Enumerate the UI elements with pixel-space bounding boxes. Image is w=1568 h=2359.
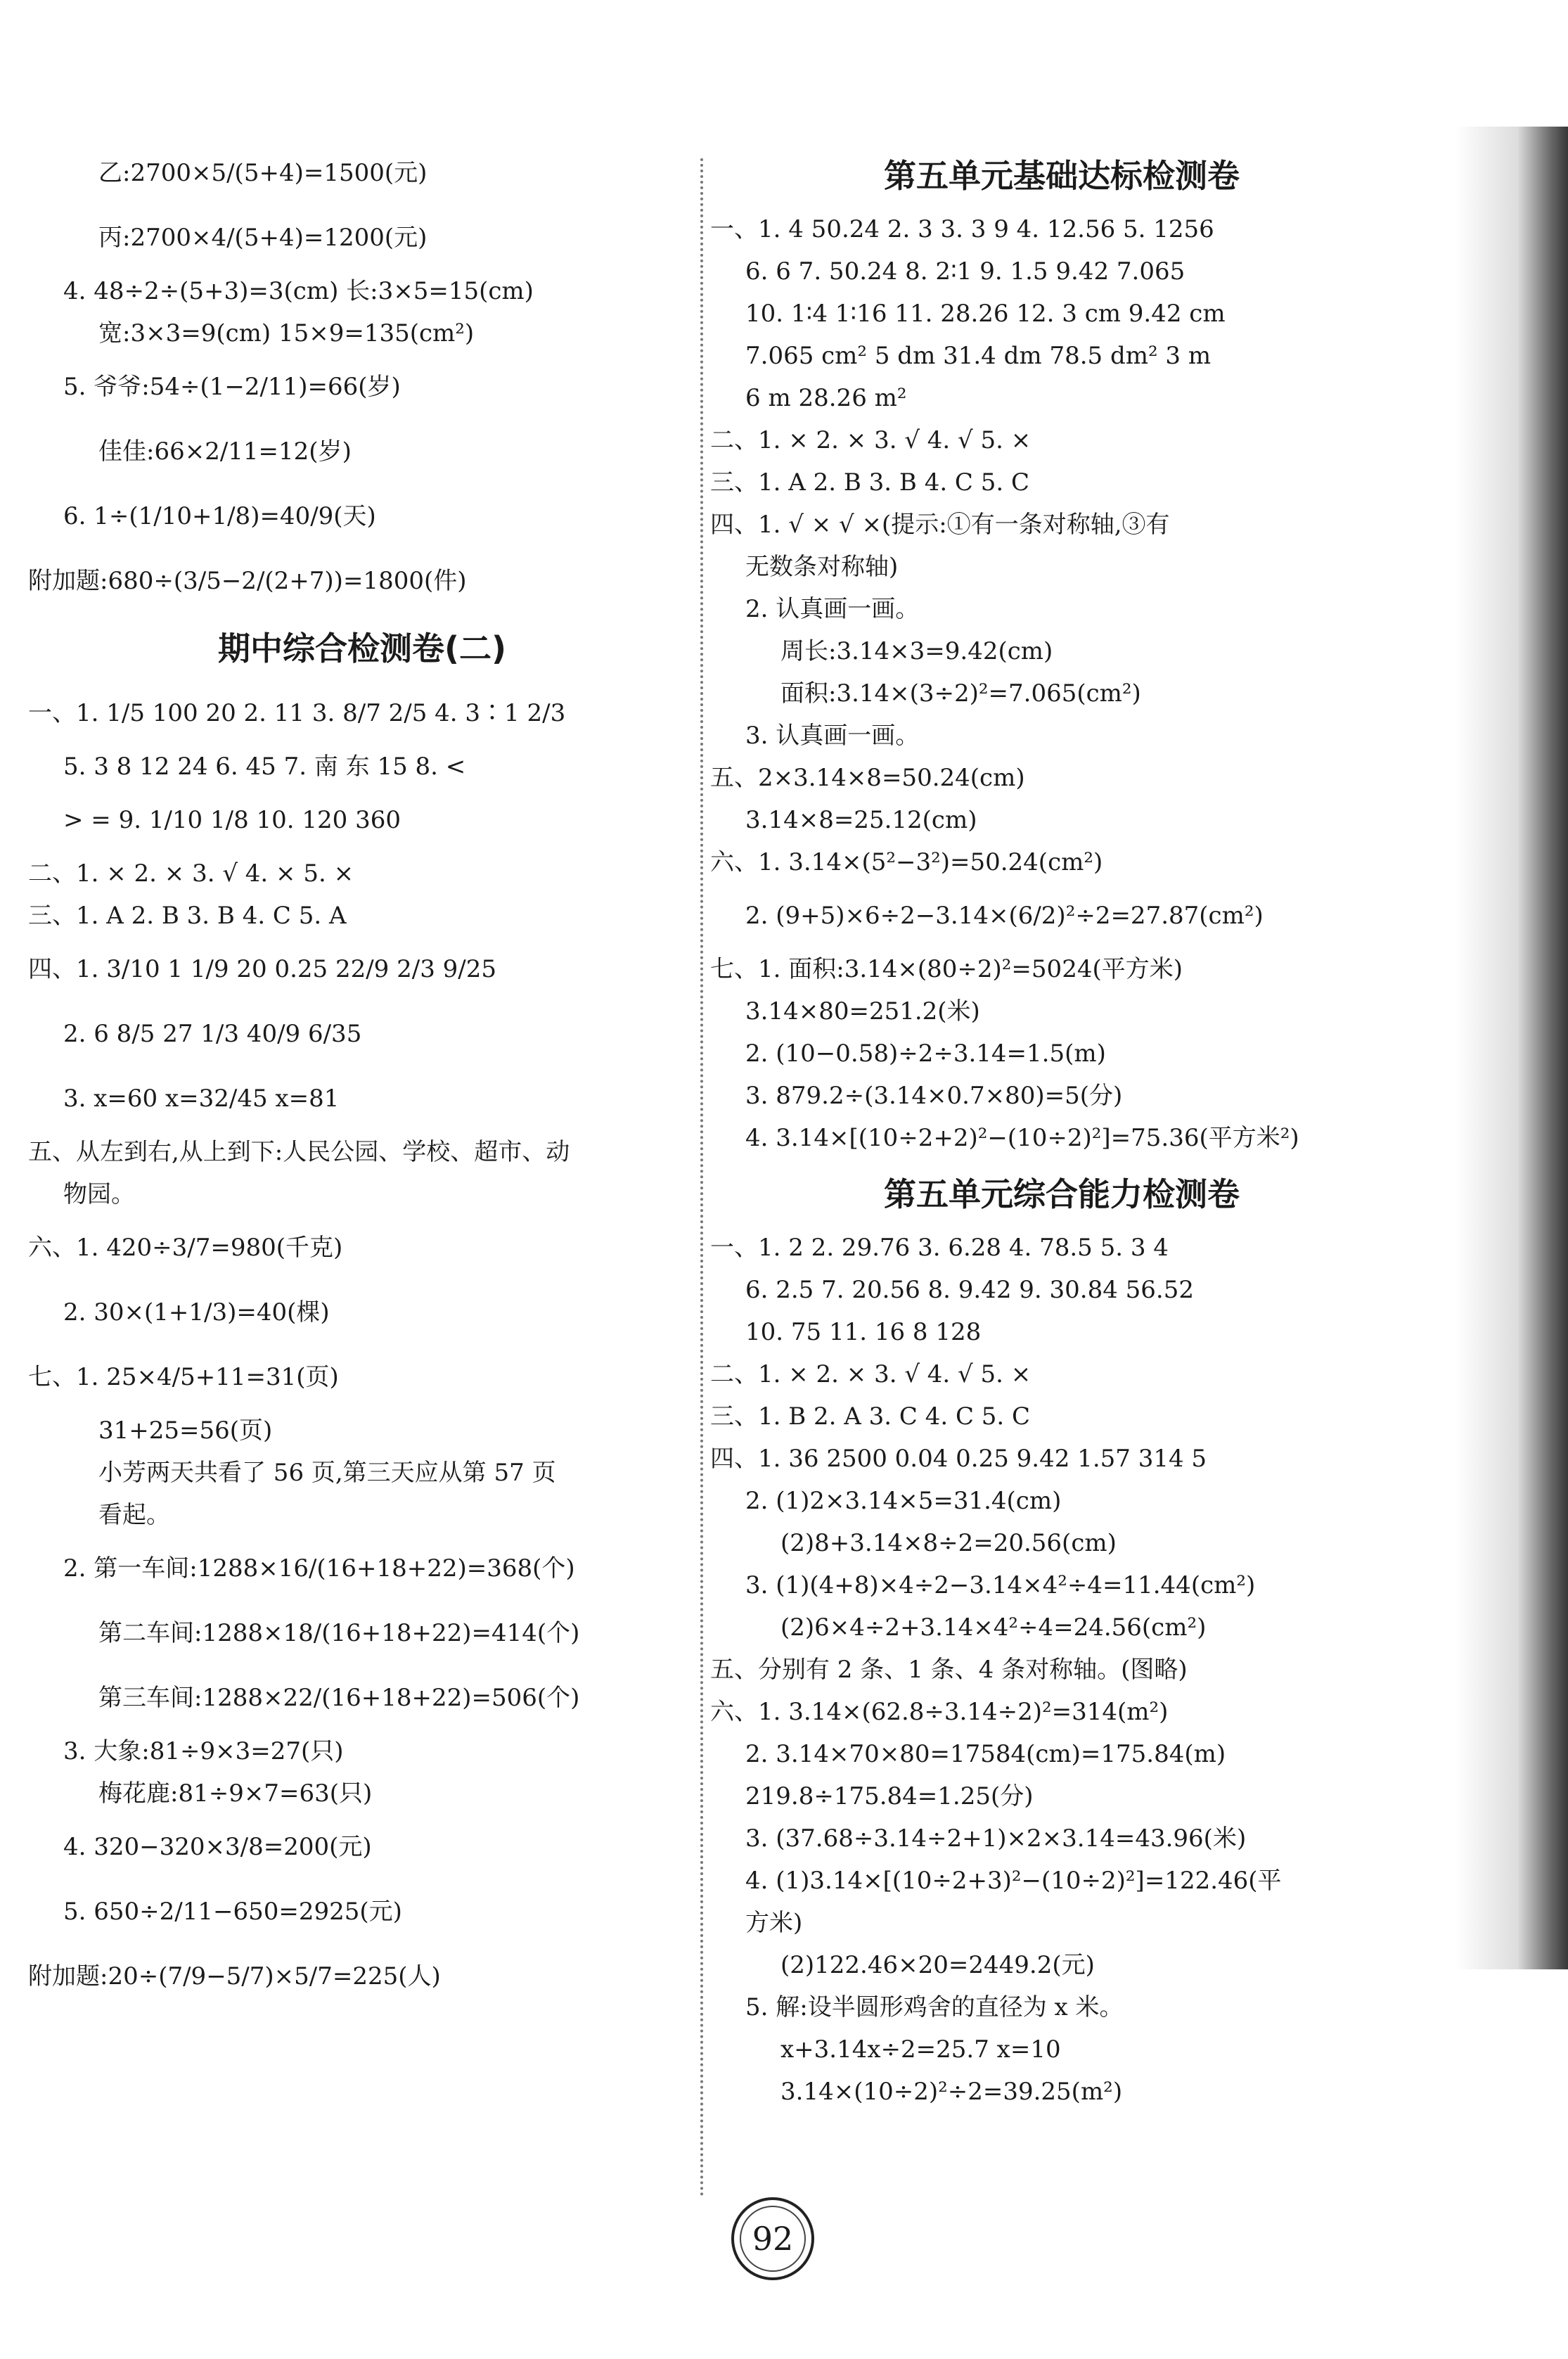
answer-line: 219.8÷175.84=1.25(分) <box>745 1782 1034 1810</box>
answer-line: 四、1. √ × √ ×(提示:①有一条对称轴,③有 <box>710 511 1170 539</box>
right-column <box>710 141 1413 2113</box>
answer-line: 四、1. 3/10 1 1/9 20 0.25 22/9 2/3 9/25 <box>28 955 496 983</box>
page-number: 92 <box>752 2220 794 2258</box>
answer-line: 10. 75 11. 16 8 128 <box>745 1318 982 1346</box>
answer-line: 六、1. 420÷3/7=980(千克) <box>28 1234 343 1262</box>
page-number-ring <box>740 2206 806 2272</box>
answer-line: 2. (1)2×3.14×5=31.4(cm) <box>745 1487 1062 1515</box>
answer-line: 五、从左到右,从上到下:人民公园、学校、超市、动 <box>28 1138 570 1166</box>
answer-line: 3. (1)(4+8)×4÷2−3.14×4²÷4=11.44(cm²) <box>745 1571 1256 1599</box>
answer-line: 周长:3.14×3=9.42(cm) <box>780 637 1053 665</box>
answer-line: 五、分别有 2 条、1 条、4 条对称轴。(图略) <box>710 1656 1188 1684</box>
answer-line: 六、1. 3.14×(62.8÷3.14÷2)²=314(m²) <box>710 1698 1169 1726</box>
section-heading: 第五单元基础达标检测卷 <box>884 157 1240 195</box>
answer-line: 方米) <box>745 1909 803 1937</box>
left-column <box>28 141 696 2009</box>
answer-line: 5. 3 8 12 24 6. 45 7. 南 东 15 8. < <box>63 753 466 781</box>
answer-line: 第二车间:1288×18/(16+18+22)=414(个) <box>98 1619 580 1647</box>
answer-line: 3. 大象:81÷9×3=27(只) <box>63 1737 344 1765</box>
answer-line: 二、1. × 2. × 3. √ 4. √ 5. × <box>710 426 1032 454</box>
answer-line: 2. 6 8/5 27 1/3 40/9 6/35 <box>63 1020 362 1048</box>
answer-line: 4. 48÷2÷(5+3)=3(cm) 长:3×5=15(cm) <box>63 277 534 305</box>
answer-line: 2. 3.14×70×80=17584(cm)=175.84(m) <box>745 1740 1226 1768</box>
answer-line: 小芳两天共看了 56 页,第三天应从第 57 页 <box>98 1459 556 1487</box>
answer-line: 10. 1∶4 1∶16 11. 28.26 12. 3 cm 9.42 cm <box>745 300 1226 328</box>
answer-line: 五、2×3.14×8=50.24(cm) <box>710 764 1025 792</box>
answer-line: 2. 30×(1+1/3)=40(棵) <box>63 1298 330 1326</box>
answer-line: 佳佳:66×2/11=12(岁) <box>98 437 352 466</box>
answer-line: > = 9. 1/10 1/8 10. 120 360 <box>63 806 401 834</box>
answer-line: (2)122.46×20=2449.2(元) <box>780 1951 1095 1979</box>
answer-line: 3. 879.2÷(3.14×0.7×80)=5(分) <box>745 1082 1123 1110</box>
answer-line: 7.065 cm² 5 dm 31.4 dm 78.5 dm² 3 m <box>745 342 1212 370</box>
answer-line: 2. 认真画一画。 <box>745 595 920 623</box>
answer-line: 宽:3×3=9(cm) 15×9=135(cm²) <box>98 319 475 347</box>
answer-line: 三、1. A 2. B 3. B 4. C 5. C <box>710 468 1030 497</box>
answer-line: 四、1. 36 2500 0.04 0.25 9.42 1.57 314 5 <box>710 1445 1207 1473</box>
page-number-badge <box>731 2197 814 2280</box>
answer-line: 七、1. 25×4/5+11=31(页) <box>28 1363 339 1391</box>
answer-line: 5. 650÷2/11−650=2925(元) <box>63 1898 402 1926</box>
answer-line: 第三车间:1288×22/(16+18+22)=506(个) <box>98 1684 580 1712</box>
section-heading: 第五单元综合能力检测卷 <box>884 1175 1240 1213</box>
answer-line: 一、1. 4 50.24 2. 3 3. 3 9 4. 12.56 5. 1256 <box>710 215 1214 243</box>
column-divider <box>700 158 703 2198</box>
answer-line: 附加题:20÷(7/9−5/7)×5/7=225(人) <box>28 1962 441 1990</box>
answer-line: (2)8+3.14×8÷2=20.56(cm) <box>780 1529 1117 1557</box>
answer-line: 5. 爷爷:54÷(1−2/11)=66(岁) <box>63 373 401 401</box>
answer-line: 无数条对称轴) <box>745 553 899 581</box>
answer-line: 丙:2700×4/(5+4)=1200(元) <box>98 224 428 252</box>
answer-line: 4. 3.14×[(10÷2+2)²−(10÷2)²]=75.36(平方米²) <box>745 1124 1299 1152</box>
answer-line: 2. 第一车间:1288×16/(16+18+22)=368(个) <box>63 1554 575 1583</box>
answer-line: 31+25=56(页) <box>98 1417 273 1445</box>
answer-line: 4. (1)3.14×[(10÷2+3)²−(10÷2)²]=122.46(平 <box>745 1867 1282 1895</box>
answer-line: (2)6×4÷2+3.14×4²÷4=24.56(cm²) <box>780 1613 1207 1642</box>
answer-line: 附加题:680÷(3/5−2/(2+7))=1800(件) <box>28 567 467 595</box>
answer-line: 3.14×80=251.2(米) <box>745 997 980 1025</box>
answer-line: 4. 320−320×3/8=200(元) <box>63 1833 372 1861</box>
answer-line: 2. (10−0.58)÷2÷3.14=1.5(m) <box>745 1040 1106 1068</box>
answer-line: 3. 认真画一画。 <box>745 722 920 750</box>
answer-line: 6. 1÷(1/10+1/8)=40/9(天) <box>63 502 376 530</box>
answer-line: 6. 2.5 7. 20.56 8. 9.42 9. 30.84 56.52 <box>745 1276 1194 1304</box>
answer-line: 看起。 <box>98 1501 170 1529</box>
answer-line: 3. x=60 x=32/45 x=81 <box>63 1085 340 1113</box>
answer-line: 3.14×(10÷2)²÷2=39.25(m²) <box>780 2078 1123 2106</box>
answer-line: 物园。 <box>63 1180 135 1208</box>
answer-line: x+3.14x÷2=25.7 x=10 <box>780 2035 1061 2064</box>
answer-line: 二、1. × 2. × 3. √ 4. × 5. × <box>28 859 354 888</box>
answer-line: 6. 6 7. 50.24 8. 2∶1 9. 1.5 9.42 7.065 <box>745 257 1185 286</box>
answer-line: 3.14×8=25.12(cm) <box>745 806 977 834</box>
answer-line: 6 m 28.26 m² <box>745 384 907 412</box>
answer-line: 5. 解:设半圆形鸡舍的直径为 x 米。 <box>745 1993 1124 2021</box>
answer-line: 面积:3.14×(3÷2)²=7.065(cm²) <box>780 679 1141 708</box>
answer-line: 2. (9+5)×6÷2−3.14×(6/2)²÷2=27.87(cm²) <box>745 902 1264 930</box>
answer-line: 三、1. A 2. B 3. B 4. C 5. A <box>28 902 347 930</box>
answer-line: 六、1. 3.14×(5²−3²)=50.24(cm²) <box>710 848 1103 876</box>
answer-line: 乙:2700×5/(5+4)=1500(元) <box>98 159 428 187</box>
section-heading: 期中综合检测卷(二) <box>217 629 507 667</box>
answer-line: 梅花鹿:81÷9×7=63(只) <box>98 1779 373 1808</box>
answer-line: 七、1. 面积:3.14×(80÷2)²=5024(平方米) <box>710 955 1183 983</box>
answer-line: 一、1. 2 2. 29.76 3. 6.28 4. 78.5 5. 3 4 <box>710 1234 1169 1262</box>
page-edge-shadow <box>1455 127 1568 1969</box>
answer-line: 三、1. B 2. A 3. C 4. C 5. C <box>710 1402 1031 1431</box>
answer-line: 一、1. 1/5 100 20 2. 11 3. 8/7 2/5 4. 3∶1 2/3 <box>28 699 566 727</box>
answer-line: 二、1. × 2. × 3. √ 4. √ 5. × <box>710 1360 1032 1388</box>
answer-line: 3. (37.68÷3.14÷2+1)×2×3.14=43.96(米) <box>745 1824 1247 1853</box>
